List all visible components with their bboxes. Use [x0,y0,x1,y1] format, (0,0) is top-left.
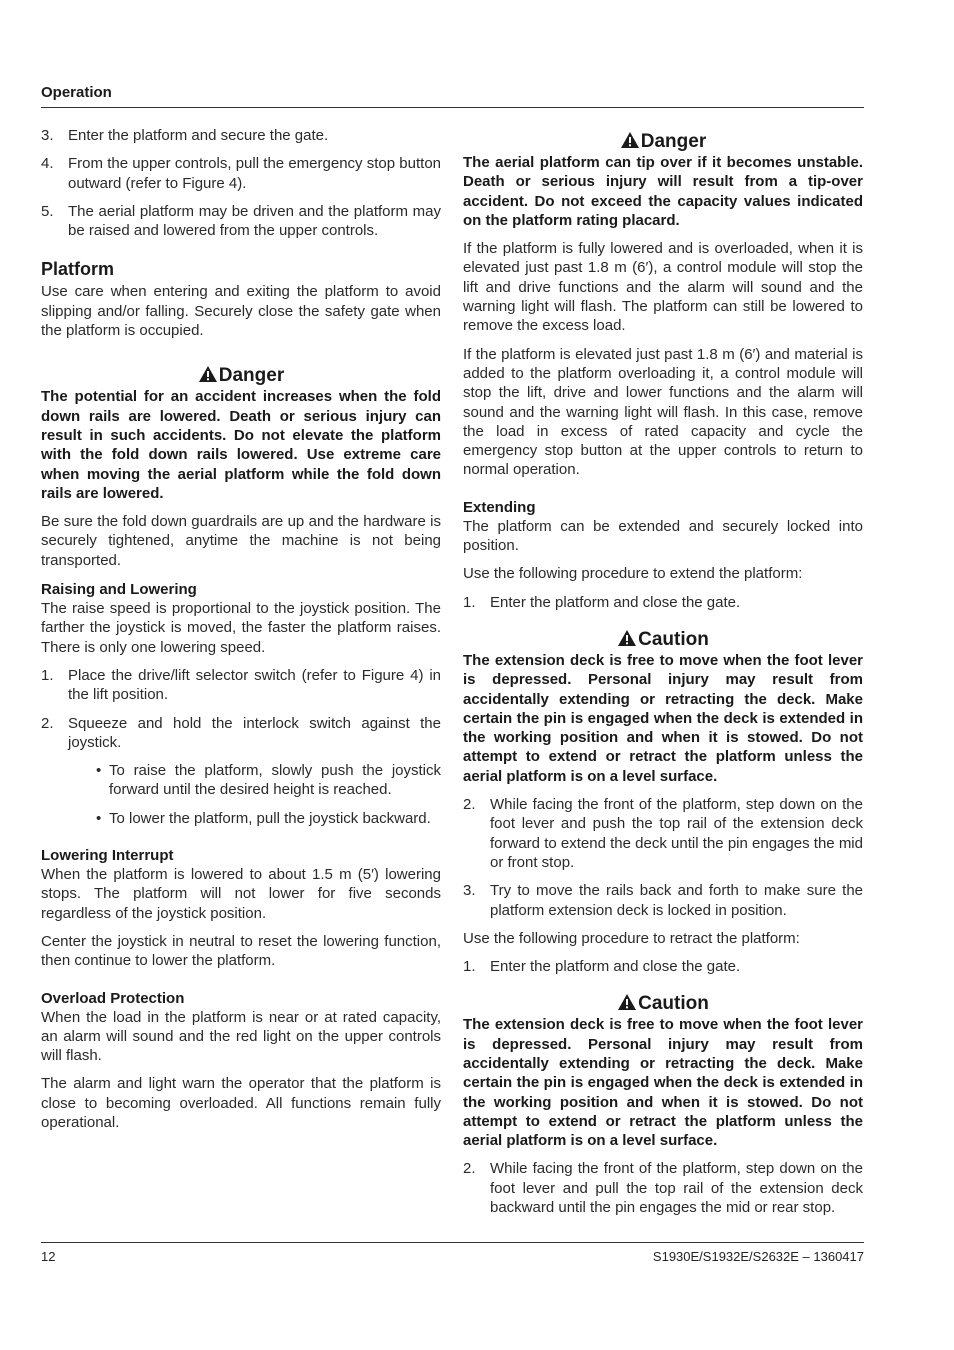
warning-triangle-icon [198,365,218,383]
list-item: 1. Place the drive/lift selector switch (refer to Figure 4) in the lift position. [41,666,441,704]
warning-triangle-icon [617,629,637,647]
caution-title: Caution [463,628,863,651]
lowering-text: When the platform is lowered to about 1.5 m (5′) lowering stops. The platform will not lower for five seconds regardless of the joystick position. [41,866,441,922]
header-rule [41,107,864,108]
guardrails-text: Be sure the fold down guardrails are up and the hardware is securely tightened, anytime the machine is not being transported. [41,513,441,569]
list-item: 1. Enter the platform and close the gate. [463,958,741,976]
overload-paragraph: If the platform is elevated just past 1.8 m (6′) and material is added to the platform overloading it, a control module will stop the lift, drive and lower functions and the alarm will sound and the warning light will flash. In this case, remove the load in excess of rated capacity and cycle the emergency stop button at the upper controls to return to normal operation. [463,345,863,479]
overload-paragraph: If the platform is fully lowered and is overloaded, when it is elevated just past 1.8 m (6′), a control module will stop the lift and drive functions and the alarm will sound and the warning light will flash. The platform can still be lowered to remove the excess load. [463,240,863,335]
retract-intro: Use the following procedure to retract the platform: [463,929,800,947]
overload-text: The alarm and light warn the operator that the platform is close to becoming overloaded. All functions remain fully operational. [41,1075,441,1131]
caution-title: Caution [463,992,863,1015]
platform-heading: Platform [41,259,115,280]
list-item: 3. Enter the platform and secure the gate. [41,127,329,144]
list-item: 2. While facing the front of the platform, step down on the foot lever and pull the top rail of the extension deck backward until the pin engages the mid or rear stop. [463,1160,863,1217]
lowering-text: Center the joystick in neutral to reset the lowering function, then continue to lower the platform. [41,932,441,970]
danger-body: The aerial platform can tip over if it becomes unstable. Death or serious injury will result from a tip-over accident. Do not exceed the capacity values indicated on the platform rating placard. [463,154,863,229]
platform-text: Use care when entering and exiting the platform to avoid slipping and/or falling. Securely close the safety gate when the platform is occupied. [41,283,441,340]
warning-triangle-icon [617,993,637,1011]
bullet-item: • To raise the platform, slowly push the joystick forward until the desired height is reached. [96,762,441,799]
warning-triangle-icon [620,131,640,149]
list-item: 2. Squeeze and hold the interlock switch against the joystick. [41,714,441,751]
danger-title: Danger [463,130,863,153]
raising-heading: Raising and Lowering [41,581,197,599]
raising-text: The raise speed is proportional to the joystick position. The farther the joystick is moved, the faster the platform raises. There is only one lowering speed. [41,600,441,656]
document-id: S1930E/S1932E/S2632E – 1360417 [652,1249,864,1264]
footer-rule [41,1242,864,1243]
list-item: 2. While facing the front of the platform, step down on the foot lever and push the top rail of the extension deck forward to extend the deck until the pin engages the mid or front stop. [463,796,863,871]
bullet-item: • To lower the platform, pull the joystick backward. [96,809,431,827]
page-header [41,83,864,102]
extending-heading: Extending [463,498,536,516]
section-title: Operation [41,84,112,101]
extending-text: The platform can be extended and securely locked into position. [463,517,863,555]
danger-body: The potential for an accident increases when the fold down rails are lowered. Death or serious injury can result in such accidents. Do not elevate the platform with the fold down rails lowered. Use extreme care when moving the aerial platform while the fold down rails are lowered. [41,388,441,502]
extend-intro: Use the following procedure to extend the platform: [463,565,803,583]
list-item: 1. Enter the platform and close the gate. [463,593,741,611]
caution-body: The extension deck is free to move when the foot lever is depressed. Personal injury may result from accidentally extending or retracting the deck. Make certain the pin is engaged when the deck is extended in the working position and when it is stowed. Do not attempt to extend or retract the platform unless the aerial platform is on a level surface. [463,651,863,785]
overload-heading: Overload Protection [41,989,185,1007]
list-item: 3. Try to move the rails back and forth to make sure the platform extension deck is locked in position. [463,882,863,919]
list-item: 4. From the upper controls, pull the emergency stop button outward (refer to Figure 4). [41,155,441,192]
right-column [463,130,863,1226]
danger-title: Danger [41,364,441,387]
lowering-heading: Lowering Interrupt [41,847,174,865]
caution-body: The extension deck is free to move when the foot lever is depressed. Personal injury may result from accidentally extending or retracting the deck. Make certain the pin is engaged when the deck is extended in the working position and when it is stowed. Do not attempt to extend or retract the platform unless the aerial platform is on a level surface. [463,1016,863,1150]
overload-text: When the load in the platform is near or at rated capacity, an alarm will sound and the red light on the upper controls will flash. [41,1008,441,1065]
left-column [41,126,441,1141]
page-number: 12 [41,1249,56,1264]
list-item: 5. The aerial platform may be driven and the platform may be raised and lowered from the upper controls. [41,202,441,240]
